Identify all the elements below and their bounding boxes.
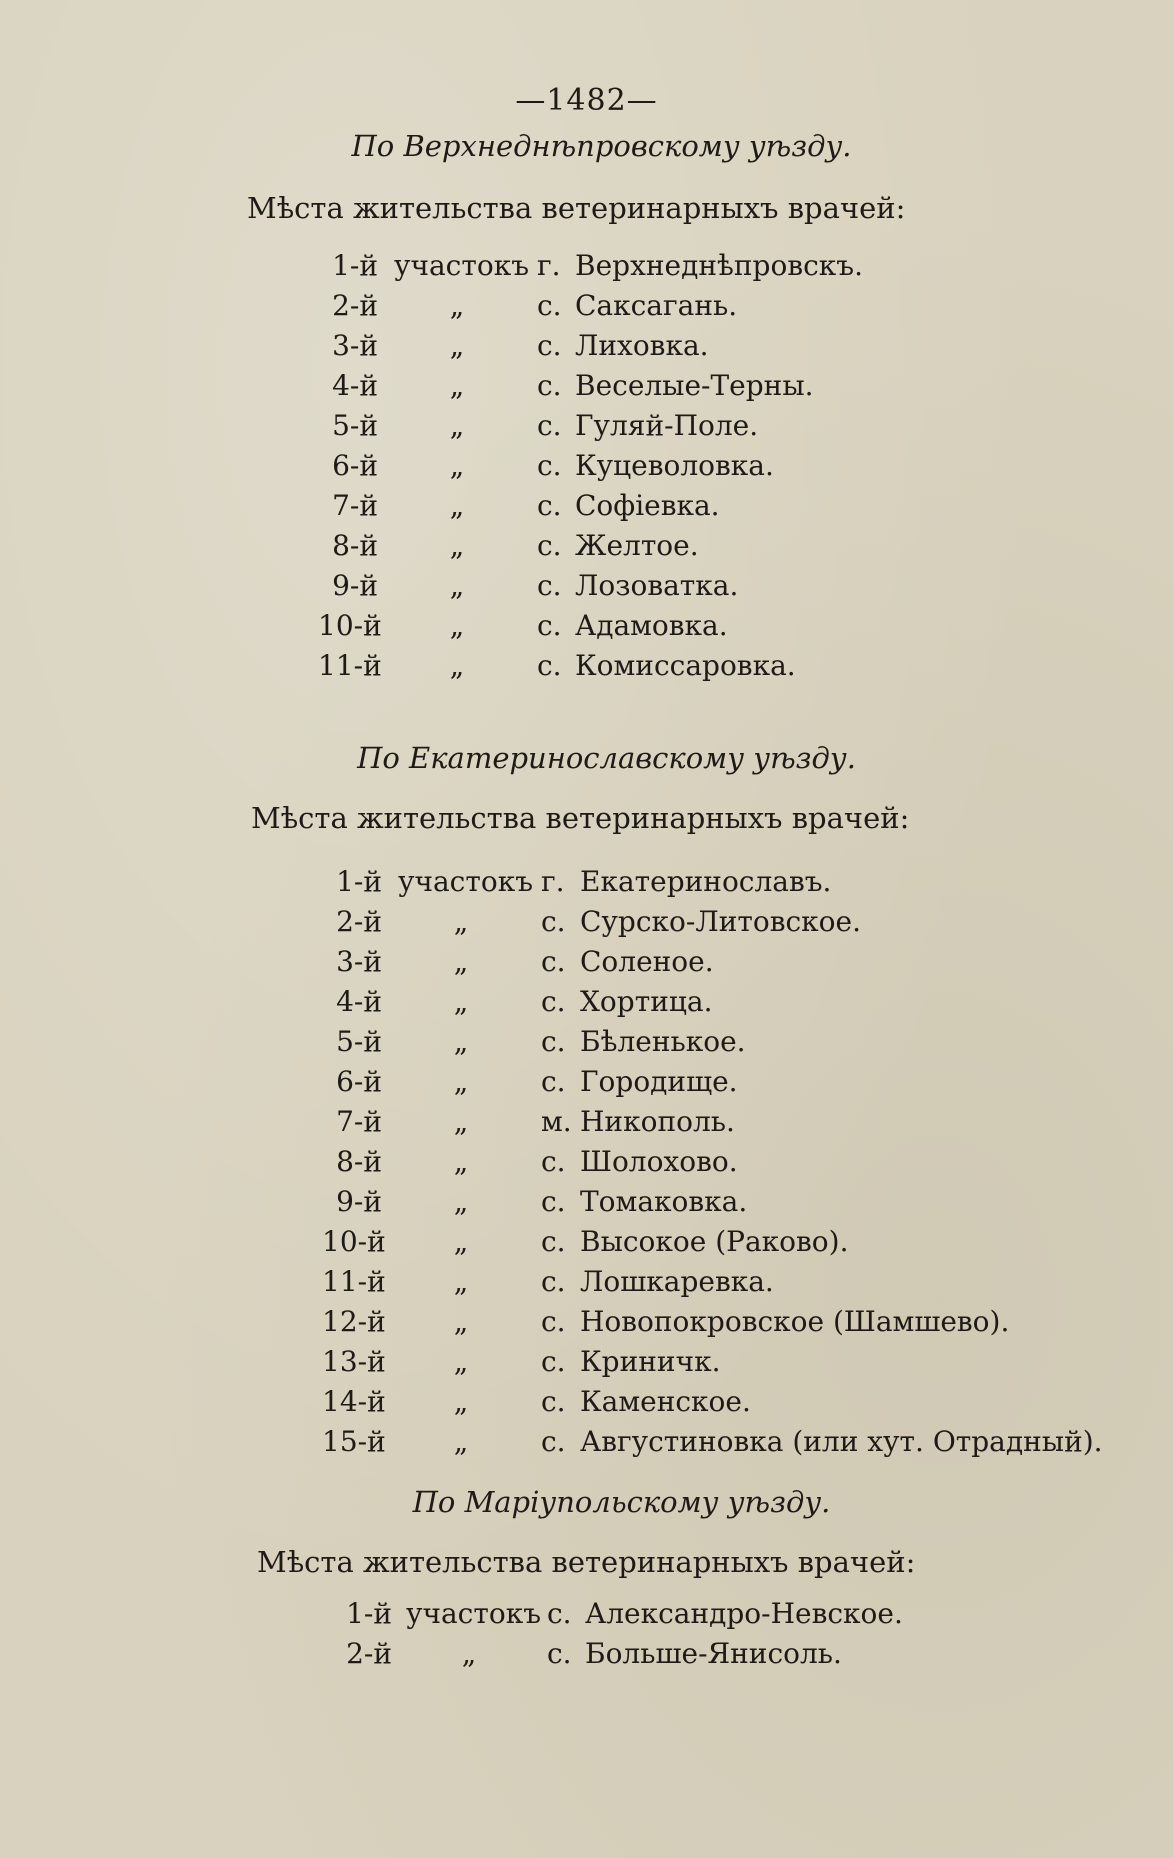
ditto-mark: „ (461, 1637, 477, 1670)
page-number: —1482— (515, 83, 658, 118)
district-number: 6-й (336, 1065, 382, 1098)
ditto-mark: „ (449, 409, 465, 442)
ditto-mark: „ (453, 1145, 469, 1178)
district-section-ekaterinoslavsky (0, 738, 1173, 1462)
settlement-name: Гуляй-Поле. (575, 409, 759, 442)
list-item (0, 1182, 1173, 1222)
settlement-type: с. (541, 945, 566, 978)
settlement-type: г. (541, 865, 565, 898)
ditto-mark: „ (453, 1265, 469, 1298)
settlement-type: с. (537, 289, 562, 322)
section-intro: Мѣста жительства ветеринарныхъ врачей: (247, 191, 906, 225)
district-number: 8-й (332, 529, 378, 562)
settlement-type: с. (537, 609, 562, 642)
settlement-type: с. (541, 1345, 566, 1378)
list-item (0, 1422, 1173, 1462)
settlement-name: Лозоватка. (575, 569, 739, 602)
district-number: 6-й (332, 449, 378, 482)
settlement-name: Томаковка. (580, 1185, 748, 1218)
settlement-name: Саксагань. (575, 289, 738, 322)
settlement-type: с. (541, 1305, 566, 1338)
district-number: 2-й (336, 905, 382, 938)
ditto-mark: „ (449, 289, 465, 322)
ditto-mark: „ (453, 905, 469, 938)
district-number: 1-й (346, 1597, 392, 1630)
settlement-name: Сурско-Литовское. (580, 905, 861, 938)
district-number: 5-й (332, 409, 378, 442)
settlement-name: Адамовка. (575, 609, 728, 642)
settlement-name: Хортица. (580, 985, 713, 1018)
settlement-type: с. (541, 985, 566, 1018)
list-item (0, 1022, 1173, 1062)
district-number: 9-й (332, 569, 378, 602)
district-number: 14-й (322, 1385, 386, 1418)
district-number: 11-й (318, 649, 382, 682)
ditto-mark: „ (453, 1385, 469, 1418)
settlement-type: с. (547, 1637, 572, 1670)
list-item (0, 366, 1173, 406)
settlement-type: с. (537, 489, 562, 522)
list-item (0, 526, 1173, 566)
settlement-type: с. (537, 529, 562, 562)
section-intro: Мѣста жительства ветеринарныхъ врачей: (257, 1545, 916, 1579)
list-item (0, 902, 1173, 942)
district-number: 3-й (336, 945, 382, 978)
district-number: 7-й (336, 1105, 382, 1138)
settlement-name: Никополь. (580, 1105, 735, 1138)
district-number: 10-й (318, 609, 382, 642)
settlement-type: с. (537, 649, 562, 682)
settlement-name: Шолохово. (580, 1145, 738, 1178)
ditto-mark: „ (453, 1105, 469, 1138)
district-number: 5-й (336, 1025, 382, 1058)
settlement-name: Веселые-Терны. (575, 369, 814, 402)
list-item (0, 486, 1173, 526)
list-item (0, 862, 1173, 902)
settlement-type: с. (537, 329, 562, 362)
list-item (0, 1302, 1173, 1342)
settlement-type: с. (541, 1225, 566, 1258)
list-item (0, 566, 1173, 606)
settlement-name: Бѣленькое. (580, 1025, 746, 1058)
list-item (0, 246, 1173, 286)
settlement-name: Высокое (Раково). (580, 1225, 849, 1258)
list-item (0, 1222, 1173, 1262)
ditto-mark: „ (449, 449, 465, 482)
ditto-mark: „ (453, 1345, 469, 1378)
ditto-mark: „ (453, 985, 469, 1018)
settlement-type: с. (537, 369, 562, 402)
ditto-mark: „ (453, 1065, 469, 1098)
settlement-name: Новопокровское (Шамшево). (580, 1305, 1010, 1338)
settlement-name: Александро-Невское. (585, 1597, 903, 1630)
settlement-name: Августиновка (или хут. Отрадный). (580, 1425, 1103, 1458)
district-number: 10-й (322, 1225, 386, 1258)
ditto-mark: „ (453, 1425, 469, 1458)
settlement-name: Куцеволовка. (575, 449, 774, 482)
list-item (0, 446, 1173, 486)
section-title: По Маріупольскому уѣзду. (412, 1485, 831, 1519)
ditto-mark: „ (453, 945, 469, 978)
list-item (0, 1634, 1173, 1674)
district-number: 4-й (332, 369, 378, 402)
settlement-name: Екатеринославъ. (580, 865, 832, 898)
settlement-type: м. (541, 1105, 572, 1138)
list-item (0, 1102, 1173, 1142)
district-label: участокъ (406, 1597, 542, 1630)
district-number: 2-й (332, 289, 378, 322)
ditto-mark: „ (453, 1305, 469, 1338)
settlement-name: Больше-Янисоль. (585, 1637, 842, 1670)
ditto-mark: „ (453, 1025, 469, 1058)
list-item (0, 286, 1173, 326)
ditto-mark: „ (449, 529, 465, 562)
list-item (0, 1262, 1173, 1302)
district-number: 9-й (336, 1185, 382, 1218)
ditto-mark: „ (453, 1185, 469, 1218)
district-list (0, 246, 1173, 686)
settlement-name: Каменское. (580, 1385, 751, 1418)
district-number: 4-й (336, 985, 382, 1018)
settlement-name: Верхнеднѣпровскъ. (575, 249, 863, 282)
settlement-name: Лиховка. (575, 329, 709, 362)
settlement-type: с. (541, 1145, 566, 1178)
district-number: 3-й (332, 329, 378, 362)
district-section-mariupolsky (0, 1482, 1173, 1674)
settlement-type: г. (537, 249, 561, 282)
list-item (0, 1594, 1173, 1634)
district-label: участокъ (398, 865, 534, 898)
settlement-name: Комиссаровка. (575, 649, 796, 682)
settlement-type: с. (541, 1025, 566, 1058)
district-number: 7-й (332, 489, 378, 522)
ditto-mark: „ (449, 609, 465, 642)
ditto-mark: „ (449, 369, 465, 402)
list-item (0, 942, 1173, 982)
list-item (0, 406, 1173, 446)
ditto-mark: „ (449, 569, 465, 602)
district-number: 1-й (332, 249, 378, 282)
list-item (0, 1062, 1173, 1102)
ditto-mark: „ (449, 329, 465, 362)
district-label: участокъ (394, 249, 530, 282)
settlement-type: с. (547, 1597, 572, 1630)
settlement-name: Соленое. (580, 945, 714, 978)
settlement-type: с. (541, 1425, 566, 1458)
list-item (0, 1342, 1173, 1382)
district-number: 15-й (322, 1425, 386, 1458)
settlement-type: с. (541, 1385, 566, 1418)
district-list (0, 1594, 1173, 1674)
settlement-name: Городище. (580, 1065, 738, 1098)
district-number: 13-й (322, 1345, 386, 1378)
settlement-type: с. (537, 409, 562, 442)
district-list (0, 862, 1173, 1462)
settlement-name: Лошкаревка. (580, 1265, 774, 1298)
settlement-type: с. (537, 449, 562, 482)
settlement-name: Желтое. (575, 529, 699, 562)
district-number: 8-й (336, 1145, 382, 1178)
list-item (0, 606, 1173, 646)
district-number: 1-й (336, 865, 382, 898)
settlement-name: Криничк. (580, 1345, 721, 1378)
settlement-type: с. (537, 569, 562, 602)
district-number: 12-й (322, 1305, 386, 1338)
settlement-type: с. (541, 1065, 566, 1098)
settlement-type: с. (541, 1185, 566, 1218)
list-item (0, 1382, 1173, 1422)
settlement-name: Софіевка. (575, 489, 720, 522)
list-item (0, 326, 1173, 366)
ditto-mark: „ (449, 489, 465, 522)
district-number: 11-й (322, 1265, 386, 1298)
list-item (0, 982, 1173, 1022)
settlement-type: с. (541, 905, 566, 938)
list-item (0, 1142, 1173, 1182)
district-section-verkhnedneprovsky (0, 126, 1173, 686)
ditto-mark: „ (453, 1225, 469, 1258)
ditto-mark: „ (449, 649, 465, 682)
settlement-type: с. (541, 1265, 566, 1298)
district-number: 2-й (346, 1637, 392, 1670)
section-title: По Верхнеднѣпровскому уѣзду. (351, 129, 852, 163)
section-intro: Мѣста жительства ветеринарныхъ врачей: (251, 801, 910, 835)
section-title: По Екатеринославскому уѣзду. (357, 741, 856, 775)
list-item (0, 646, 1173, 686)
